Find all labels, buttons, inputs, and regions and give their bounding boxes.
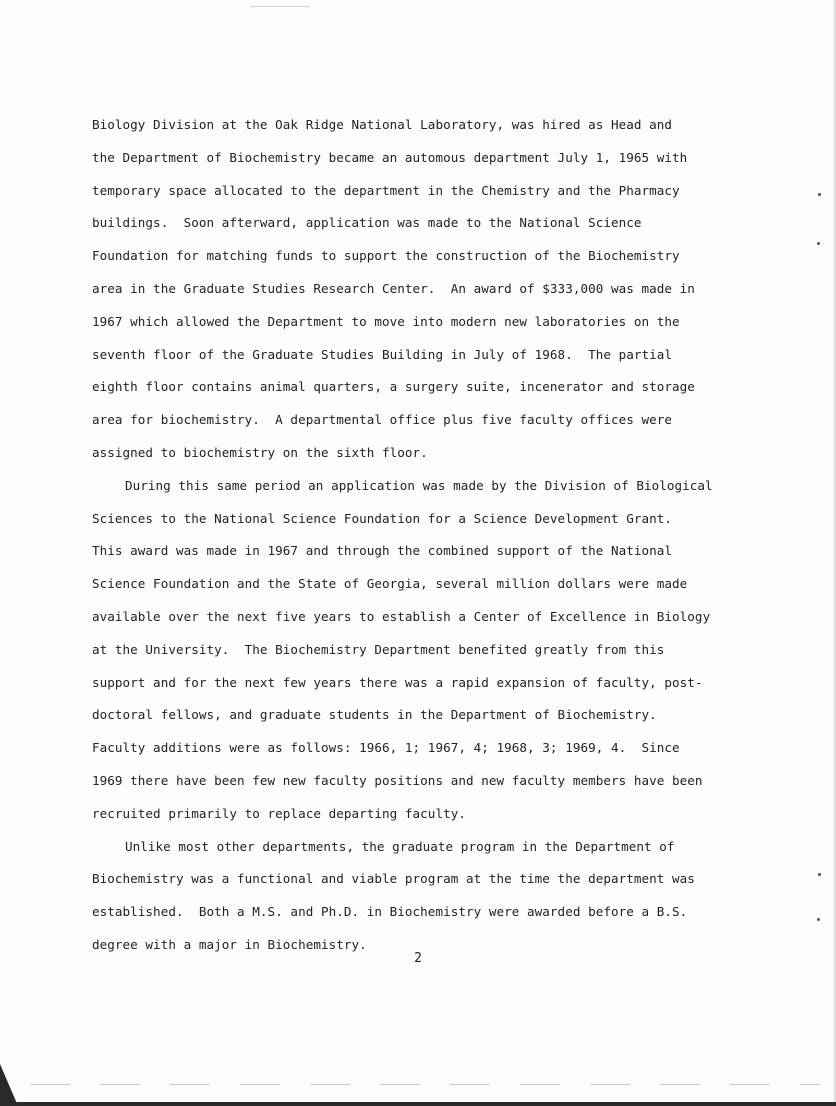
text-line: degree with a major in Biochemistry. [92,936,367,952]
text-line: eighth floor contains animal quarters, a surgery suite, incenerator and storage [92,379,695,395]
text-line: Sciences to the National Science Foundation for a Science Development Grant. [92,510,673,526]
text-line: Biology Division at the Oak Ridge National Laboratory, was hired as Head and [92,117,673,132]
scan-artifact-line [30,1084,820,1085]
page-number: 2 [414,951,422,966]
text-line: buildings. Soon afterward, application was made to the National Science [92,215,642,231]
scan-speck [818,873,821,876]
text-line: the Department of Biochemistry became an automous department July 1, 1965 with [92,149,688,165]
text-line: Faculty additions were as follows: 1966, 1; 1967, 4; 1968, 3; 1969, 4. Since [92,740,680,756]
scan-artifact-line [250,6,310,7]
text-line: established. Both a M.S. and Ph.D. in Biochemistry were awarded before a B.S. [92,904,688,920]
text-line: seventh floor of the Graduate Studies Building in July of 1968. The partial [92,346,673,362]
text-line: Science Foundation and the State of Georgia, several million dollars were made [92,576,688,592]
scan-edge [0,1102,836,1106]
paragraph-start-line: Unlike most other departments, the graduate program in the Department of [125,838,675,854]
scan-speck [817,242,820,245]
text-line: doctoral fellows, and graduate students in the Department of Biochemistry. [92,707,657,723]
text-line: at the University. The Biochemistry Department benefited greatly from this [92,641,665,657]
text-line: support and for the next few years there was a rapid expansion of faculty, post- [92,674,703,690]
text-line: recruited primarily to replace departing faculty. [92,805,466,821]
scan-speck [817,918,820,921]
paragraph-start-line: During this same period an application was made by the Division of Biological [125,477,713,493]
text-line: Biochemistry was a functional and viable program at the time the department was [92,871,695,887]
text-line: Foundation for matching funds to support the construction of the Biochemistry [92,248,680,264]
text-line: area in the Graduate Studies Research Center. An award of $333,000 was made in [92,280,695,296]
body-text [92,109,772,962]
text-line: This award was made in 1967 and through the combined support of the National [92,543,673,559]
text-line: assigned to biochemistry on the sixth floor. [92,444,428,460]
text-line: temporary space allocated to the department in the Chemistry and the Pharmacy [92,182,680,198]
text-line: area for biochemistry. A departmental office plus five faculty offices were [92,412,673,428]
text-line: available over the next five years to establish a Center of Excellence in Biology [92,608,711,624]
scan-speck [818,193,821,196]
scan-corner-shadow [0,1064,18,1106]
text-line: 1967 which allowed the Department to move into modern new laboratories on the [92,313,680,329]
text-line: 1969 there have been few new faculty positions and new faculty members have been [92,772,703,788]
